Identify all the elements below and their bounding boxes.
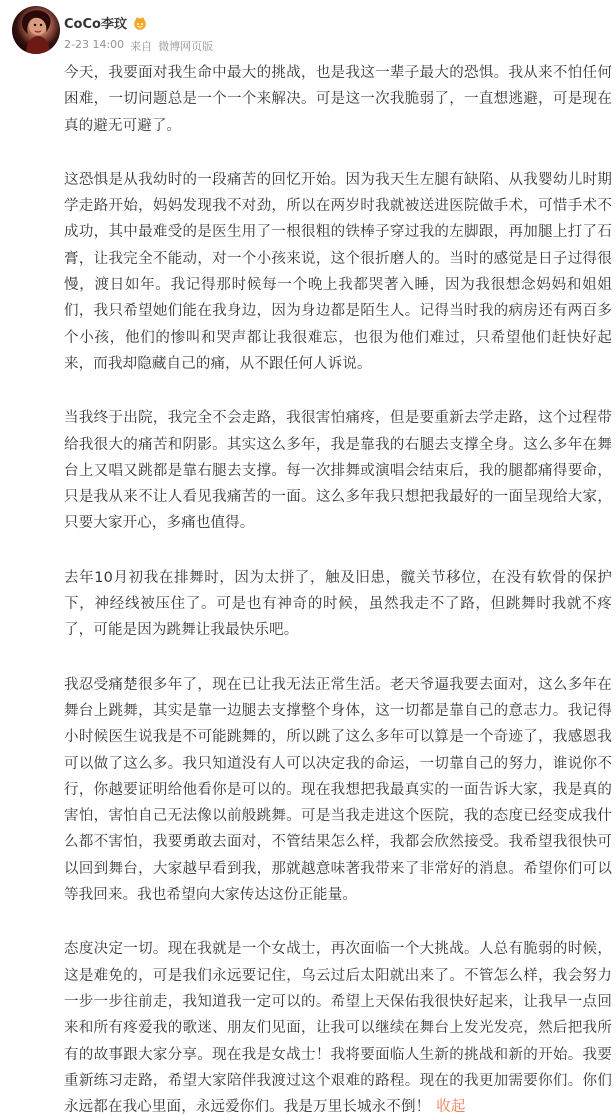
post-paragraph: 这恐惧是从我幼时的一段痛苦的回忆开始。因为我天生左腿有缺陷、从我婴幼儿时期学走路开始，妈妈发现我不对劲，所以在两岁时我就被送进医院做手术，可惜手术不成功，其中最难受的是医生用了一根很粗的铁棒子穿过我的左脚跟，再加腿上打了石膏，让我完全不能动，对一个小孩来说，这个很折磨人的。当时的感觉是日子过得很慢，渡日如年。我记得那时候每一个晚上我都哭著入睡，因为我很想念妈妈和姐姐们，我只希望她们能在我身边，因为身边都是陌生人。记得当时我的病房还有两百多个小孩，他们的惨叫和哭声都让我很难忘，也很为他们难过，只希望他们赶快好起来，而我却隐藏自己的痛，从不跟任何人诉说。 [64, 171, 612, 372]
post-body [64, 60, 612, 1120]
post-paragraph-last [64, 936, 612, 1120]
post-paragraph-text: 态度决定一切。现在我就是一个女战士，再次面临一个大挑战。人总有脆弱的时候，这是难免的，可是我们永远要记住，乌云过后太阳就出来了。不管怎么样，我会努力一步一步往前走，我知道我一定可以的。希望上天保佑我很快好起来，让我早一点回来和所有疼爱我的歌迷、朋友们见面，让我可以继续在舞台上发光发亮，然后把我所有的故事跟大家分享。现在我是女战士！我将要面临人生新的挑战和新的开始。我要重新练习走路，希望大家陪伴我渡过这个艰难的路程。现在的我更加需要你们。你们永远都在我心里面，永远爱你们。我是万里长城永不倒！ [64, 941, 612, 1116]
post-source-prefix: 来自 [130, 40, 153, 53]
user-line [64, 12, 148, 32]
avatar[interactable] [12, 6, 60, 54]
post-paragraph: 今天，我要面对我生命中最大的挑战，也是我这一辈子最大的恐惧。我从来不怕任何困难，一切问题总是一个一个来解决。可是这一次我脆弱了，一直想逃避，可是现在真的避无可避了。 [64, 65, 612, 134]
post-time[interactable]: 2-23 14:00 [64, 38, 125, 51]
post-header [6, 6, 610, 60]
post-source-name[interactable]: 微博网页版 [158, 40, 214, 53]
avatar-photo-icon [12, 6, 60, 54]
post-paragraph: 去年10月初我在排舞时，因为太拼了，触及旧患，髋关节移位，在没有软骨的保护下，神经线被压住了。可是也有神奇的时候，虽然我走不了路，但跳舞时我就不疼了，可能是因为跳舞让我最快乐吧。 [64, 569, 612, 639]
post-paragraph: 我忍受痛楚很多年了，现在已让我无法正常生活。老天爷逼我要去面对，这么多年在舞台上跳舞，其实是靠一边腿去支撑整个身体，这一切都是靠自己的意志力。我记得小时候医生说我是不可能跳舞的，所以跳了这么多年可以算是一个奇迹了，我感恩我可以做了这么多。我只知道没有人可以决定我的命运，一切靠自己的努力，谁说你不行，你越要证明给他看你是可以的。现在我想把我最真实的一面告诉大家，我是真的害怕，害怕自己无法像以前般跳舞。可是当我走进这个医院，我的态度已经变成我什么都不害怕，我要勇敢去面对，不管结果怎么样，我都会欣然接受。我希望我很快可以回到舞台，大家越早看到我，那就越意味著我带来了非常好的消息。希望你们可以等我回来。我也希望向大家传达这份正能量。 [64, 676, 612, 904]
post-paragraph: 当我终于出院，我完全不会走路，我很害怕痛疼，但是要重新去学走路，这个过程带给我很大的痛苦和阴影。其实这么多年，我是靠我的右腿去支撑全身。这么多年在舞台上又唱又跳都是靠右腿去支撑。每一次排舞或演唱会结束后，我的腿都痛得要命，只是我从来不让人看见我痛苦的一面。这么多年我只想把我最好的一面呈现给大家，只要大家开心，多痛也值得。 [64, 410, 612, 532]
post-meta [64, 38, 213, 54]
vip-crown-icon[interactable] [132, 15, 148, 29]
author-name[interactable]: CoCo李玟 [64, 16, 127, 32]
collapse-link[interactable]: 收起 [436, 1099, 466, 1116]
